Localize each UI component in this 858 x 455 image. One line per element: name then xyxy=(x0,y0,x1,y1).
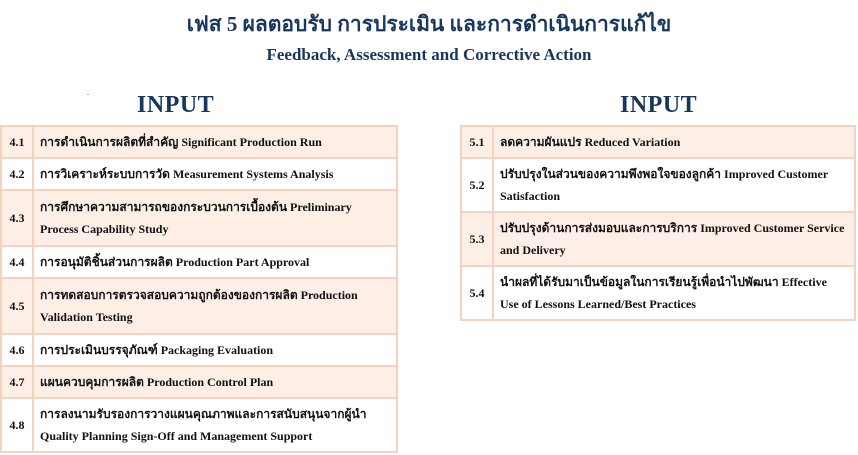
row-text: ปรับปรุงด้านการส่งมอบและการบริการ Improved Customer Service and Delivery xyxy=(493,212,855,266)
row-number: 4.6 xyxy=(1,334,33,366)
table-row xyxy=(461,212,855,266)
table-row xyxy=(461,126,855,158)
row-number: 5.2 xyxy=(461,158,493,212)
row-text: การประเมินบรรจุภัณฑ์ Packaging Evaluation xyxy=(33,334,397,366)
row-number: 5.1 xyxy=(461,126,493,158)
row-number: 4.4 xyxy=(1,246,33,278)
page-title-thai: เฟส 5 ผลตอบรับ การประเมิน และการดำเนินการแก้ไข xyxy=(186,12,672,36)
row-number: 4.8 xyxy=(1,398,33,452)
row-number: 4.1 xyxy=(1,126,33,158)
table-row xyxy=(1,334,397,366)
left-column-heading: INPUT xyxy=(137,92,215,118)
table-row xyxy=(1,278,397,334)
row-number: 5.3 xyxy=(461,212,493,266)
table-row xyxy=(1,246,397,278)
row-number: 4.7 xyxy=(1,366,33,398)
row-text: การทดสอบการตรวจสอบความถูกต้องของการผลิต Production Validation Testing xyxy=(33,278,397,334)
page-title-english: Feedback, Assessment and Corrective Action xyxy=(266,45,592,64)
table-row xyxy=(1,158,397,190)
table-row xyxy=(1,190,397,246)
row-text: การอนุมัติชิ้นส่วนการผลิต Production Part Approval xyxy=(33,246,397,278)
row-text: ลดความผันแปร Reduced Variation xyxy=(493,126,855,158)
table-row xyxy=(1,366,397,398)
table-row xyxy=(461,158,855,212)
row-text: การศึกษาความสามารถของกระบวนการเบื้องต้น Preliminary Process Capability Study xyxy=(33,190,397,246)
row-number: 4.3 xyxy=(1,190,33,246)
row-text: การลงนามรับรองการวางแผนคุณภาพและการสนับสนุนจากผู้นำ Quality Planning Sign-Off and Management Support xyxy=(33,398,397,452)
row-number: 4.5 xyxy=(1,278,33,334)
row-text: ปรับปรุงในส่วนของความพึงพอใจของลูกค้า Improved Customer Satisfaction xyxy=(493,158,855,212)
row-text: นำผลที่ได้รับมาเป็นข้อมูลในการเรียนรู้เพื่อนำไปพัฒนา Effective Use of Lessons Learned/Best Practices xyxy=(493,266,855,320)
right-input-table xyxy=(460,125,856,321)
table-row xyxy=(1,398,397,452)
row-number: 4.2 xyxy=(1,158,33,190)
row-text: การดำเนินการผลิตที่สำคัญ Significant Production Run xyxy=(33,126,397,158)
stray-dot: . xyxy=(87,88,89,97)
row-text: การวิเคราะห์ระบบการวัด Measurement Systems Analysis xyxy=(33,158,397,190)
row-text: แผนควบคุมการผลิต Production Control Plan xyxy=(33,366,397,398)
table-row xyxy=(1,126,397,158)
left-input-table xyxy=(0,125,398,453)
right-column-heading: INPUT xyxy=(620,92,698,118)
row-number: 5.4 xyxy=(461,266,493,320)
table-row xyxy=(461,266,855,320)
